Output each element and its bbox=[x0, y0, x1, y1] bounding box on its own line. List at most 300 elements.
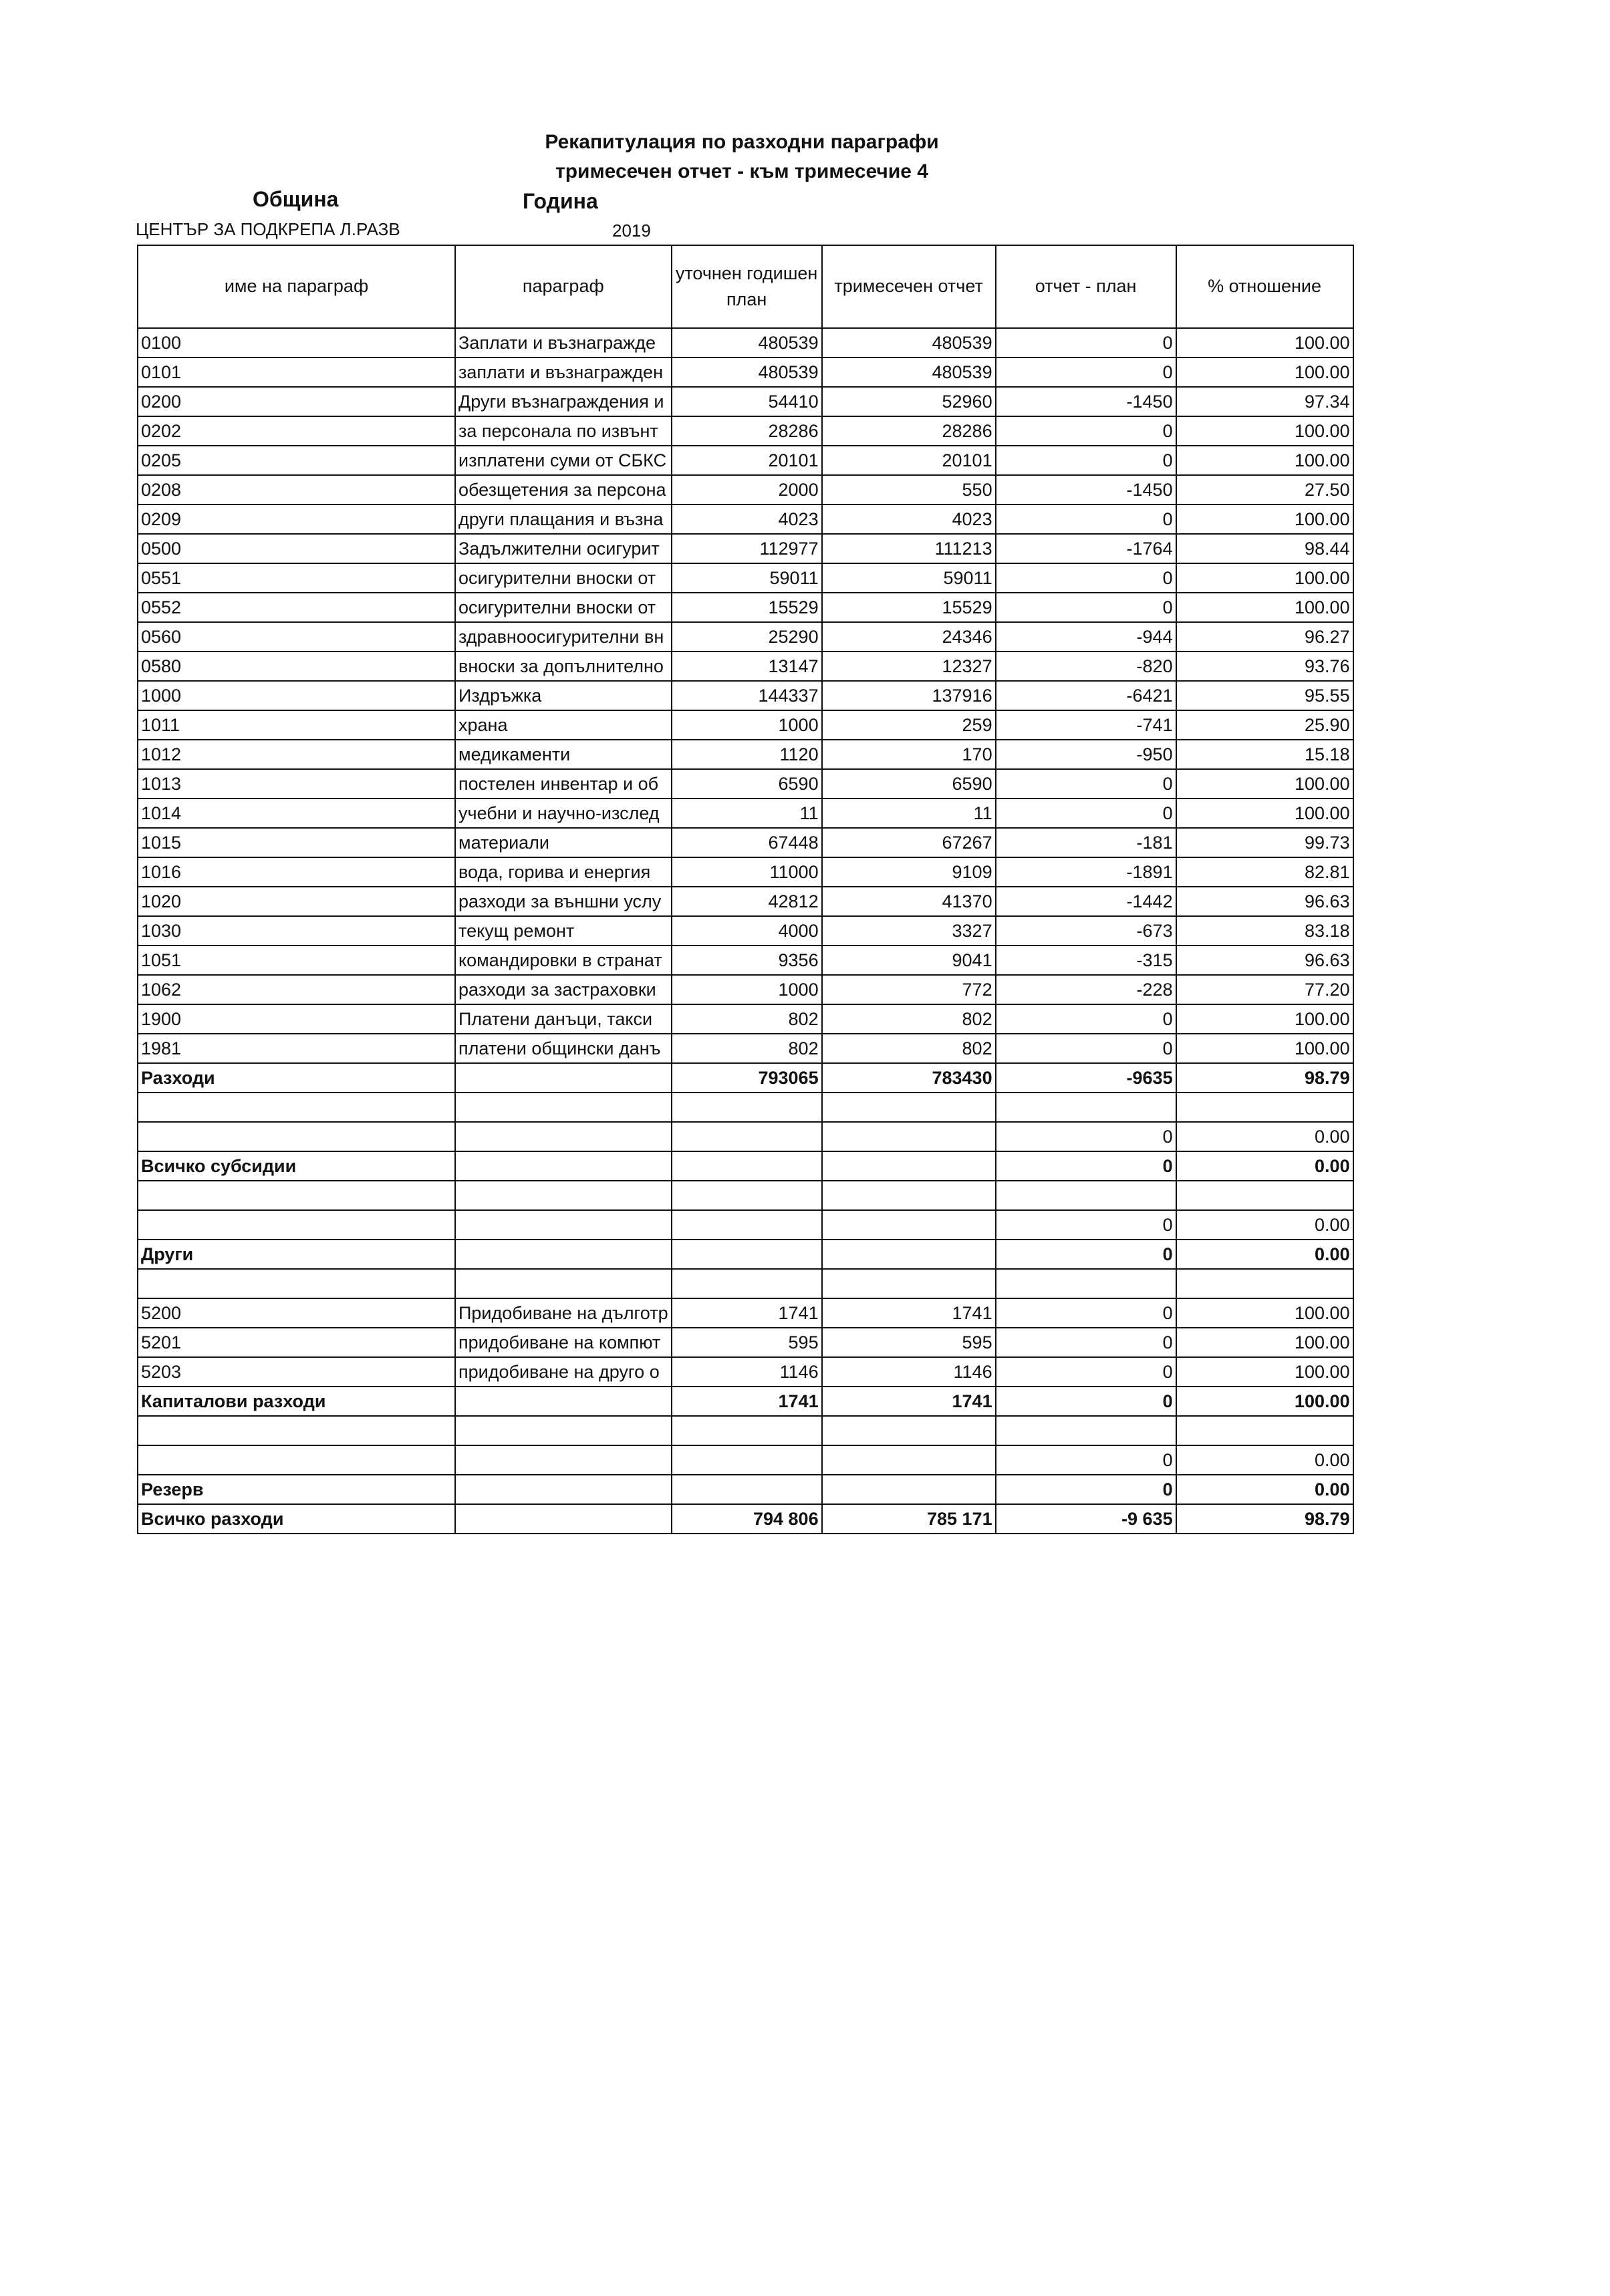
table-row bbox=[138, 505, 1353, 534]
table-row bbox=[138, 1151, 1353, 1181]
cell-report: 20101 bbox=[822, 446, 996, 475]
table-row bbox=[138, 1122, 1353, 1151]
cell-plan bbox=[672, 1445, 822, 1475]
cell-code bbox=[138, 1445, 455, 1475]
cell-code bbox=[138, 1210, 455, 1240]
cell-name: медикаменти bbox=[455, 740, 672, 769]
cell-report: 170 bbox=[822, 740, 996, 769]
table-row bbox=[138, 710, 1353, 740]
table-row bbox=[138, 1475, 1353, 1504]
cell-report: 67267 bbox=[822, 828, 996, 857]
table-row bbox=[138, 1357, 1353, 1387]
cell-name: храна bbox=[455, 710, 672, 740]
cell-diff: 0 bbox=[996, 769, 1176, 799]
cell-code: 0101 bbox=[138, 357, 455, 387]
cell-code: Други bbox=[138, 1240, 455, 1269]
cell-report: 802 bbox=[822, 1004, 996, 1034]
cell-name bbox=[455, 1181, 672, 1210]
cell-pct: 100.00 bbox=[1176, 769, 1353, 799]
cell-plan: 11 bbox=[672, 799, 822, 828]
table-row bbox=[138, 446, 1353, 475]
table-row bbox=[138, 475, 1353, 505]
table-row bbox=[138, 622, 1353, 652]
cell-code: Резерв bbox=[138, 1475, 455, 1504]
cell-name: придобиване на компют bbox=[455, 1328, 672, 1357]
cell-report: 11 bbox=[822, 799, 996, 828]
cell-name: разходи за застраховки bbox=[455, 975, 672, 1004]
cell-pct: 0.00 bbox=[1176, 1122, 1353, 1151]
cell-pct: 100.00 bbox=[1176, 357, 1353, 387]
cell-diff: -181 bbox=[996, 828, 1176, 857]
cell-report: 1741 bbox=[822, 1298, 996, 1328]
cell-name: Други възнаграждения и bbox=[455, 387, 672, 416]
cell-report: 137916 bbox=[822, 681, 996, 710]
cell-report: 28286 bbox=[822, 416, 996, 446]
cell-report: 24346 bbox=[822, 622, 996, 652]
cell-diff: 0 bbox=[996, 1122, 1176, 1151]
cell-code: Капиталови разходи bbox=[138, 1387, 455, 1416]
table-row bbox=[138, 975, 1353, 1004]
cell-pct: 100.00 bbox=[1176, 446, 1353, 475]
cell-name: изплатени суми от СБКС bbox=[455, 446, 672, 475]
table-row bbox=[138, 740, 1353, 769]
table-row bbox=[138, 328, 1353, 357]
cell-name bbox=[455, 1151, 672, 1181]
column-header-plan: уточнен годишен план bbox=[672, 245, 822, 328]
table-header-row bbox=[138, 245, 1353, 328]
cell-name bbox=[455, 1504, 672, 1534]
cell-name: обезщетения за персона bbox=[455, 475, 672, 505]
cell-report: 3327 bbox=[822, 916, 996, 946]
cell-report: 595 bbox=[822, 1328, 996, 1357]
cell-report: 1146 bbox=[822, 1357, 996, 1387]
cell-pct: 100.00 bbox=[1176, 593, 1353, 622]
cell-pct: 100.00 bbox=[1176, 1357, 1353, 1387]
cell-plan: 1146 bbox=[672, 1357, 822, 1387]
cell-name: вноски за допълнително bbox=[455, 652, 672, 681]
cell-plan: 1741 bbox=[672, 1298, 822, 1328]
cell-plan: 6590 bbox=[672, 769, 822, 799]
cell-code: 1013 bbox=[138, 769, 455, 799]
cell-code: 5201 bbox=[138, 1328, 455, 1357]
cell-report: 12327 bbox=[822, 652, 996, 681]
table-row bbox=[138, 1063, 1353, 1093]
cell-code: 1051 bbox=[138, 946, 455, 975]
cell-pct: 96.63 bbox=[1176, 946, 1353, 975]
cell-plan bbox=[672, 1269, 822, 1298]
cell-pct bbox=[1176, 1416, 1353, 1445]
cell-pct: 100.00 bbox=[1176, 799, 1353, 828]
cell-pct: 100.00 bbox=[1176, 505, 1353, 534]
cell-name: осигурителни вноски от bbox=[455, 593, 672, 622]
cell-diff bbox=[996, 1181, 1176, 1210]
cell-name: материали bbox=[455, 828, 672, 857]
cell-diff: -950 bbox=[996, 740, 1176, 769]
table-row bbox=[138, 1416, 1353, 1445]
table-row bbox=[138, 1328, 1353, 1357]
cell-plan: 1000 bbox=[672, 975, 822, 1004]
cell-code bbox=[138, 1416, 455, 1445]
cell-pct: 0.00 bbox=[1176, 1445, 1353, 1475]
cell-report bbox=[822, 1122, 996, 1151]
cell-name: заплати и възнагражден bbox=[455, 357, 672, 387]
cell-code: 1014 bbox=[138, 799, 455, 828]
cell-plan bbox=[672, 1122, 822, 1151]
cell-pct: 97.34 bbox=[1176, 387, 1353, 416]
cell-code: 1900 bbox=[138, 1004, 455, 1034]
cell-diff: 0 bbox=[996, 1357, 1176, 1387]
cell-report: 59011 bbox=[822, 563, 996, 593]
cell-plan: 2000 bbox=[672, 475, 822, 505]
cell-pct: 100.00 bbox=[1176, 563, 1353, 593]
column-header-pct: % отношение bbox=[1176, 245, 1353, 328]
cell-name: командировки в странат bbox=[455, 946, 672, 975]
cell-pct: 95.55 bbox=[1176, 681, 1353, 710]
column-header-diff: отчет - план bbox=[996, 245, 1176, 328]
cell-code: 1981 bbox=[138, 1034, 455, 1063]
cell-pct bbox=[1176, 1181, 1353, 1210]
cell-code: 0580 bbox=[138, 652, 455, 681]
cell-report: 480539 bbox=[822, 328, 996, 357]
cell-report bbox=[822, 1151, 996, 1181]
cell-plan: 1120 bbox=[672, 740, 822, 769]
cell-name: вода, горива и енергия bbox=[455, 857, 672, 887]
table-row bbox=[138, 946, 1353, 975]
cell-code: 1016 bbox=[138, 857, 455, 887]
cell-plan bbox=[672, 1181, 822, 1210]
cell-plan: 595 bbox=[672, 1328, 822, 1357]
cell-name: текущ ремонт bbox=[455, 916, 672, 946]
cell-pct bbox=[1176, 1269, 1353, 1298]
cell-pct: 98.79 bbox=[1176, 1504, 1353, 1534]
cell-diff: -1450 bbox=[996, 387, 1176, 416]
cell-pct: 83.18 bbox=[1176, 916, 1353, 946]
cell-diff bbox=[996, 1416, 1176, 1445]
cell-report: 111213 bbox=[822, 534, 996, 563]
cell-plan bbox=[672, 1151, 822, 1181]
cell-name: Задължителни осигурит bbox=[455, 534, 672, 563]
cell-diff: 0 bbox=[996, 593, 1176, 622]
cell-plan: 1000 bbox=[672, 710, 822, 740]
cell-pct: 100.00 bbox=[1176, 1387, 1353, 1416]
cell-name: постелен инвентар и об bbox=[455, 769, 672, 799]
cell-plan: 802 bbox=[672, 1034, 822, 1063]
cell-plan: 59011 bbox=[672, 563, 822, 593]
table-row bbox=[138, 1004, 1353, 1034]
cell-pct: 0.00 bbox=[1176, 1151, 1353, 1181]
cell-name: осигурителни вноски от bbox=[455, 563, 672, 593]
table-row bbox=[138, 357, 1353, 387]
column-header-paragraph: параграф bbox=[455, 245, 672, 328]
cell-diff: 0 bbox=[996, 1240, 1176, 1269]
cell-plan: 480539 bbox=[672, 357, 822, 387]
cell-diff: 0 bbox=[996, 446, 1176, 475]
cell-diff: -820 bbox=[996, 652, 1176, 681]
cell-report: 802 bbox=[822, 1034, 996, 1063]
cell-pct: 27.50 bbox=[1176, 475, 1353, 505]
table-row bbox=[138, 387, 1353, 416]
cell-diff: 0 bbox=[996, 1298, 1176, 1328]
cell-diff: -673 bbox=[996, 916, 1176, 946]
cell-plan: 794 806 bbox=[672, 1504, 822, 1534]
cell-name: платени общински данъ bbox=[455, 1034, 672, 1063]
report-subtitle: тримесечен отчет - към тримесечие 4 bbox=[555, 160, 928, 182]
cell-code: 1030 bbox=[138, 916, 455, 946]
cell-plan: 4023 bbox=[672, 505, 822, 534]
cell-pct: 93.76 bbox=[1176, 652, 1353, 681]
year-value: 2019 bbox=[612, 221, 651, 241]
cell-diff: 0 bbox=[996, 1004, 1176, 1034]
table-row bbox=[138, 857, 1353, 887]
cell-name: разходи за външни услу bbox=[455, 887, 672, 916]
cell-report bbox=[822, 1093, 996, 1122]
cell-plan: 480539 bbox=[672, 328, 822, 357]
cell-report bbox=[822, 1240, 996, 1269]
cell-plan: 1741 bbox=[672, 1387, 822, 1416]
municipality-label: Община bbox=[253, 187, 339, 211]
cell-name bbox=[455, 1269, 672, 1298]
year-label: Година bbox=[523, 189, 598, 213]
cell-code bbox=[138, 1093, 455, 1122]
cell-report: 783430 bbox=[822, 1063, 996, 1093]
cell-name bbox=[455, 1210, 672, 1240]
cell-diff: -1891 bbox=[996, 857, 1176, 887]
cell-diff: 0 bbox=[996, 563, 1176, 593]
cell-report bbox=[822, 1181, 996, 1210]
cell-plan bbox=[672, 1475, 822, 1504]
cell-plan: 9356 bbox=[672, 946, 822, 975]
cell-diff: 0 bbox=[996, 357, 1176, 387]
cell-pct: 77.20 bbox=[1176, 975, 1353, 1004]
cell-name: за персонала по извънт bbox=[455, 416, 672, 446]
cell-diff: -228 bbox=[996, 975, 1176, 1004]
cell-plan: 13147 bbox=[672, 652, 822, 681]
table-row bbox=[138, 1093, 1353, 1122]
cell-pct: 100.00 bbox=[1176, 1298, 1353, 1328]
cell-diff: -1764 bbox=[996, 534, 1176, 563]
cell-diff bbox=[996, 1269, 1176, 1298]
cell-plan: 28286 bbox=[672, 416, 822, 446]
cell-code: 0552 bbox=[138, 593, 455, 622]
cell-pct: 98.79 bbox=[1176, 1063, 1353, 1093]
cell-diff: -9635 bbox=[996, 1063, 1176, 1093]
cell-pct: 100.00 bbox=[1176, 1328, 1353, 1357]
cell-code: 0209 bbox=[138, 505, 455, 534]
cell-report: 480539 bbox=[822, 357, 996, 387]
cell-report: 259 bbox=[822, 710, 996, 740]
cell-diff: 0 bbox=[996, 1387, 1176, 1416]
table-row bbox=[138, 799, 1353, 828]
cell-code bbox=[138, 1181, 455, 1210]
cell-name bbox=[455, 1475, 672, 1504]
cell-pct: 25.90 bbox=[1176, 710, 1353, 740]
cell-report: 550 bbox=[822, 475, 996, 505]
cell-diff: -6421 bbox=[996, 681, 1176, 710]
cell-diff: -1442 bbox=[996, 887, 1176, 916]
cell-pct: 0.00 bbox=[1176, 1475, 1353, 1504]
table-row bbox=[138, 1504, 1353, 1534]
cell-code: 1020 bbox=[138, 887, 455, 916]
cell-code: 0100 bbox=[138, 328, 455, 357]
cell-code: Разходи bbox=[138, 1063, 455, 1093]
cell-diff: 0 bbox=[996, 1210, 1176, 1240]
cell-diff: 0 bbox=[996, 328, 1176, 357]
table-row bbox=[138, 1387, 1353, 1416]
cell-diff: 0 bbox=[996, 1151, 1176, 1181]
cell-name: придобиване на друго о bbox=[455, 1357, 672, 1387]
cell-plan: 15529 bbox=[672, 593, 822, 622]
cell-code: 5200 bbox=[138, 1298, 455, 1328]
cell-report: 52960 bbox=[822, 387, 996, 416]
table-row bbox=[138, 1298, 1353, 1328]
cell-plan: 20101 bbox=[672, 446, 822, 475]
cell-code bbox=[138, 1122, 455, 1151]
cell-diff: 0 bbox=[996, 799, 1176, 828]
column-header-name: име на параграф bbox=[138, 245, 455, 328]
cell-code: 0200 bbox=[138, 387, 455, 416]
cell-name bbox=[455, 1122, 672, 1151]
table-row bbox=[138, 769, 1353, 799]
cell-report: 785 171 bbox=[822, 1504, 996, 1534]
cell-diff: -741 bbox=[996, 710, 1176, 740]
cell-name: Платени данъци, такси bbox=[455, 1004, 672, 1034]
cell-diff: -9 635 bbox=[996, 1504, 1176, 1534]
cell-plan: 67448 bbox=[672, 828, 822, 857]
report-title: Рекапитулация по разходни параграфи bbox=[545, 131, 939, 153]
cell-pct: 100.00 bbox=[1176, 328, 1353, 357]
cell-pct: 98.44 bbox=[1176, 534, 1353, 563]
table-row bbox=[138, 916, 1353, 946]
cell-code: 0560 bbox=[138, 622, 455, 652]
cell-plan bbox=[672, 1240, 822, 1269]
cell-pct bbox=[1176, 1093, 1353, 1122]
cell-report: 6590 bbox=[822, 769, 996, 799]
cell-name bbox=[455, 1387, 672, 1416]
cell-code: 0551 bbox=[138, 563, 455, 593]
expense-table bbox=[137, 245, 1354, 1534]
cell-name bbox=[455, 1240, 672, 1269]
cell-report: 772 bbox=[822, 975, 996, 1004]
table-row bbox=[138, 828, 1353, 857]
cell-plan: 793065 bbox=[672, 1063, 822, 1093]
cell-pct: 82.81 bbox=[1176, 857, 1353, 887]
cell-pct: 15.18 bbox=[1176, 740, 1353, 769]
cell-code: 1000 bbox=[138, 681, 455, 710]
cell-plan: 4000 bbox=[672, 916, 822, 946]
table-row bbox=[138, 1181, 1353, 1210]
table-row bbox=[138, 887, 1353, 916]
table-row bbox=[138, 1269, 1353, 1298]
cell-code: 0500 bbox=[138, 534, 455, 563]
cell-diff: 0 bbox=[996, 1475, 1176, 1504]
cell-code: 1012 bbox=[138, 740, 455, 769]
municipality-value: ЦЕНТЪР ЗА ПОДКРЕПА Л.РАЗВ bbox=[136, 219, 400, 239]
table-row bbox=[138, 1034, 1353, 1063]
cell-diff: 0 bbox=[996, 1328, 1176, 1357]
cell-name: здравноосигурителни вн bbox=[455, 622, 672, 652]
cell-code: 0202 bbox=[138, 416, 455, 446]
cell-diff: 0 bbox=[996, 1445, 1176, 1475]
cell-plan: 42812 bbox=[672, 887, 822, 916]
cell-name bbox=[455, 1093, 672, 1122]
cell-pct: 96.63 bbox=[1176, 887, 1353, 916]
cell-diff: 0 bbox=[996, 505, 1176, 534]
cell-report: 1741 bbox=[822, 1387, 996, 1416]
cell-code: 0208 bbox=[138, 475, 455, 505]
cell-code: 1062 bbox=[138, 975, 455, 1004]
cell-code: 1011 bbox=[138, 710, 455, 740]
table-row bbox=[138, 1210, 1353, 1240]
cell-pct: 100.00 bbox=[1176, 1034, 1353, 1063]
table-row bbox=[138, 681, 1353, 710]
table-row bbox=[138, 563, 1353, 593]
cell-plan: 144337 bbox=[672, 681, 822, 710]
table-row bbox=[138, 652, 1353, 681]
table-row bbox=[138, 1240, 1353, 1269]
table-row bbox=[138, 593, 1353, 622]
table-row bbox=[138, 1445, 1353, 1475]
cell-diff: 0 bbox=[996, 1034, 1176, 1063]
cell-diff: -944 bbox=[996, 622, 1176, 652]
cell-name: Придобиване на дълготр bbox=[455, 1298, 672, 1328]
cell-code: 5203 bbox=[138, 1357, 455, 1387]
table-row bbox=[138, 416, 1353, 446]
cell-name: учебни и научно-изслед bbox=[455, 799, 672, 828]
cell-report: 9041 bbox=[822, 946, 996, 975]
cell-name: Заплати и възнагражде bbox=[455, 328, 672, 357]
cell-name: Издръжка bbox=[455, 681, 672, 710]
cell-plan: 54410 bbox=[672, 387, 822, 416]
cell-code bbox=[138, 1269, 455, 1298]
cell-plan bbox=[672, 1093, 822, 1122]
cell-pct: 99.73 bbox=[1176, 828, 1353, 857]
cell-pct: 96.27 bbox=[1176, 622, 1353, 652]
cell-name: други плащания и възна bbox=[455, 505, 672, 534]
cell-plan: 802 bbox=[672, 1004, 822, 1034]
cell-report bbox=[822, 1210, 996, 1240]
cell-report: 4023 bbox=[822, 505, 996, 534]
cell-pct: 100.00 bbox=[1176, 416, 1353, 446]
cell-code: 1015 bbox=[138, 828, 455, 857]
table-row bbox=[138, 534, 1353, 563]
cell-code: 0205 bbox=[138, 446, 455, 475]
cell-plan: 112977 bbox=[672, 534, 822, 563]
cell-name bbox=[455, 1416, 672, 1445]
cell-plan: 11000 bbox=[672, 857, 822, 887]
cell-name bbox=[455, 1445, 672, 1475]
cell-diff bbox=[996, 1093, 1176, 1122]
cell-pct: 100.00 bbox=[1176, 1004, 1353, 1034]
cell-code: Всичко субсидии bbox=[138, 1151, 455, 1181]
cell-report: 41370 bbox=[822, 887, 996, 916]
cell-name bbox=[455, 1063, 672, 1093]
cell-report bbox=[822, 1416, 996, 1445]
cell-diff: -315 bbox=[996, 946, 1176, 975]
cell-plan: 25290 bbox=[672, 622, 822, 652]
cell-report: 15529 bbox=[822, 593, 996, 622]
cell-pct: 0.00 bbox=[1176, 1210, 1353, 1240]
cell-code: Всичко разходи bbox=[138, 1504, 455, 1534]
cell-plan bbox=[672, 1416, 822, 1445]
cell-pct: 0.00 bbox=[1176, 1240, 1353, 1269]
cell-plan bbox=[672, 1210, 822, 1240]
cell-diff: -1450 bbox=[996, 475, 1176, 505]
cell-report bbox=[822, 1269, 996, 1298]
column-header-report: тримесечен отчет bbox=[822, 245, 996, 328]
cell-report bbox=[822, 1445, 996, 1475]
cell-diff: 0 bbox=[996, 416, 1176, 446]
cell-report bbox=[822, 1475, 996, 1504]
